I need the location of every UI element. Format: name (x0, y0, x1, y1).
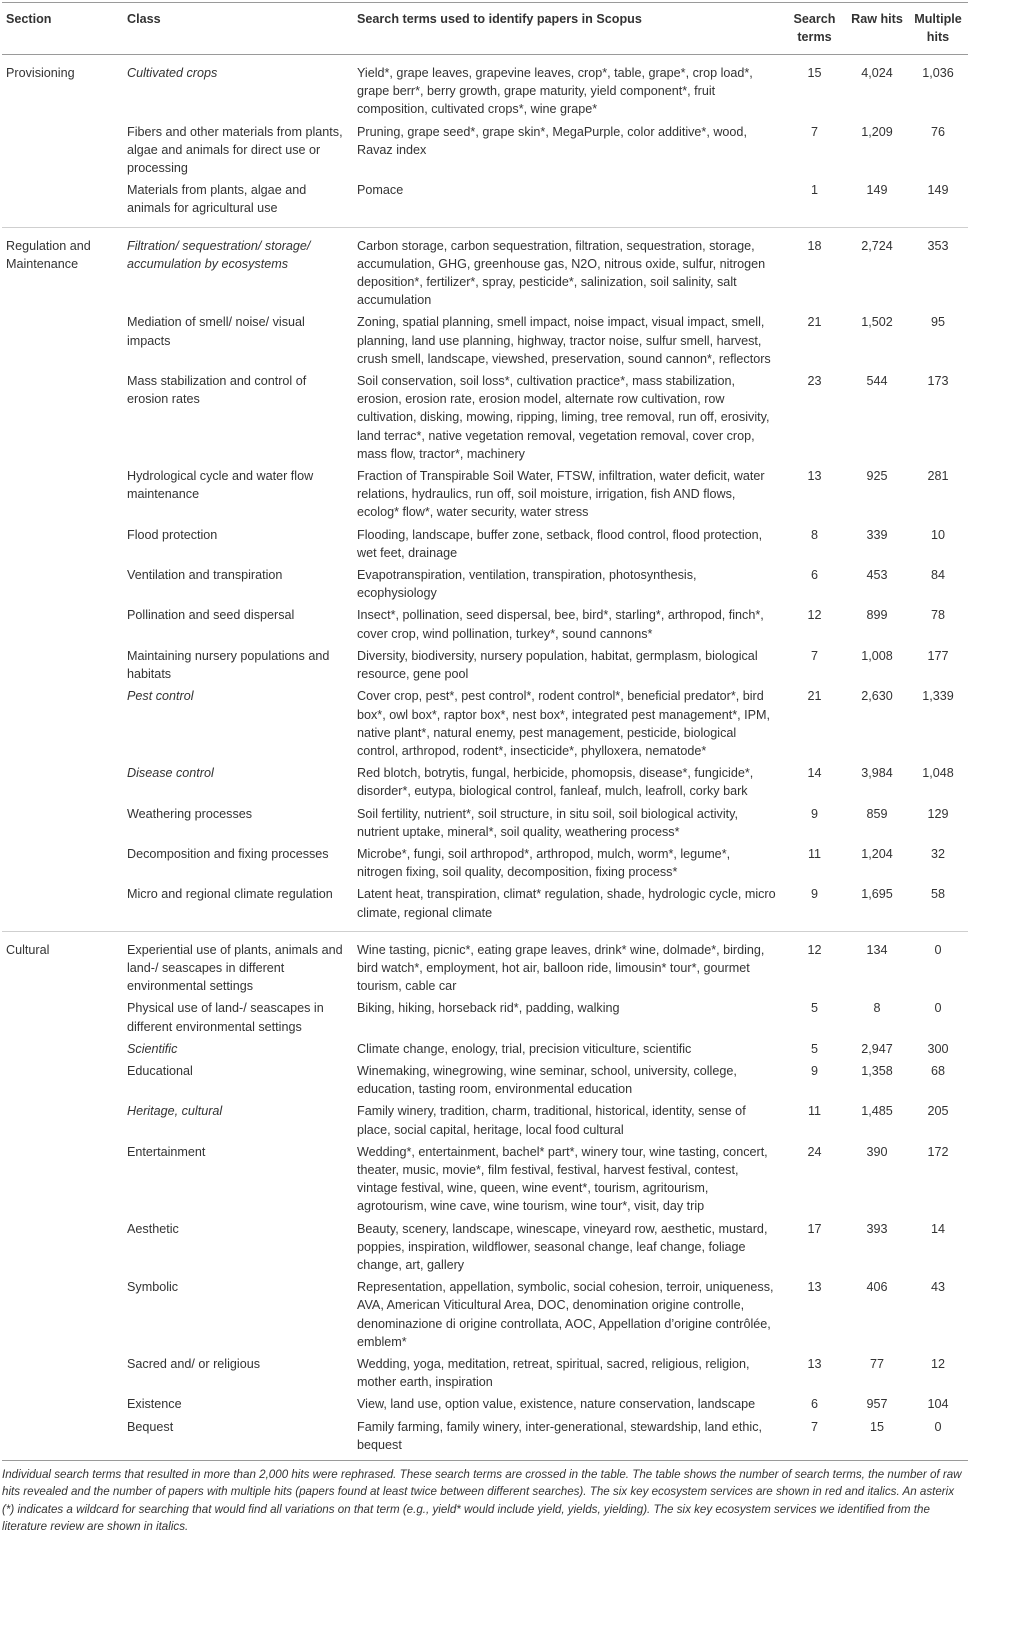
table-row (2, 1219, 968, 1278)
search-terms-cell: Microbe*, fungi, soil arthropod*, arthropod, mulch, worm*, legume*, nitrogen fixing, soil quality, decomposition, fixing process* (357, 846, 731, 880)
multiple-hits-cell: 149 (908, 180, 968, 227)
search-terms-count-cell: 7 (810, 648, 818, 663)
multiple-hits-cell: 172 (927, 1144, 949, 1159)
search-terms-count-cell: 14 (807, 766, 822, 781)
search-terms-cell: Fraction of Transpirable Soil Water, FTSW, infiltration, water deficit, water relations, hydraulics, run off, soil moisture, irrigation, fish AND flows, ecolog* flow*, water security, water stress (357, 469, 765, 520)
raw-hits-cell: 957 (866, 1397, 888, 1412)
class-cell: Sacred and/ or religious (127, 1357, 261, 1371)
header-section: Section (2, 3, 123, 55)
raw-hits-cell: 1,204 (861, 846, 893, 861)
search-terms-table (2, 2, 968, 1461)
raw-hits-cell: 859 (866, 806, 888, 821)
search-terms-count-cell: 6 (810, 1397, 818, 1412)
class-cell: Bequest (123, 1417, 353, 1461)
search-terms-cell: Pruning, grape seed*, grape skin*, MegaPurple, color additive*, wood, Ravaz index (357, 124, 747, 157)
class-cell: Entertainment (127, 1144, 206, 1159)
table-row (2, 1394, 968, 1416)
search-terms-cell: Wedding, yoga, meditation, retreat, spiritual, sacred, religious, religion, mother earth, inspiration (357, 1357, 750, 1390)
raw-hits-cell: 2,630 (861, 689, 893, 704)
class-cell: Scientific (127, 1041, 178, 1056)
multiple-hits-cell: 12 (930, 1357, 945, 1371)
multiple-hits-cell: 353 (927, 238, 949, 253)
search-terms-cell: Diversity, biodiversity, nursery population, habitat, germplasm, biological resource, gene pool (357, 648, 758, 682)
search-terms-count-cell: 7 (810, 124, 818, 139)
table-row (2, 1142, 968, 1219)
table-row (2, 180, 968, 227)
table-row (2, 686, 968, 763)
search-terms-count-cell: 12 (807, 942, 822, 957)
multiple-hits-cell: 78 (930, 608, 945, 623)
raw-hits-cell: 1,695 (846, 884, 908, 931)
table-row (2, 1417, 968, 1461)
table-row (2, 371, 968, 466)
class-cell: Symbolic (127, 1280, 179, 1295)
table-row (2, 1039, 968, 1061)
table-row (2, 763, 968, 803)
class-cell: Filtration/ sequestration/ storage/ accumulation by ecosystems (127, 238, 311, 271)
search-terms-count-cell: 13 (807, 469, 822, 484)
table-row (2, 646, 968, 686)
raw-hits-cell: 339 (866, 527, 888, 542)
header-search-terms-used: Search terms used to identify papers in Scopus (353, 3, 783, 55)
header-search-terms-count: Search terms (783, 3, 846, 55)
raw-hits-cell: 1,502 (861, 315, 893, 330)
search-terms-cell: Pomace (353, 180, 783, 227)
class-cell: Physical use of land-/ seascapes in different environmental settings (127, 1001, 324, 1034)
header-class: Class (123, 3, 353, 55)
section-cell (2, 466, 123, 525)
table-row (2, 122, 968, 181)
header-raw-hits: Raw hits (846, 3, 908, 55)
multiple-hits-cell: 0 (934, 1001, 942, 1016)
raw-hits-cell: 393 (866, 1221, 888, 1236)
raw-hits-cell: 1,209 (861, 124, 893, 139)
search-terms-count-cell: 17 (807, 1221, 822, 1236)
table-row (2, 844, 968, 884)
table-row (2, 1354, 968, 1394)
section-cell (2, 998, 123, 1038)
multiple-hits-cell: 14 (930, 1221, 945, 1236)
multiple-hits-cell: 1,339 (922, 689, 954, 704)
multiple-hits-cell: 177 (927, 648, 949, 663)
multiple-hits-cell: 10 (930, 527, 945, 542)
multiple-hits-cell: 43 (930, 1280, 945, 1295)
raw-hits-cell: 899 (866, 608, 888, 623)
section-cell: Regulation and Maintenance (6, 238, 91, 271)
search-terms-cell: Representation, appellation, symbolic, social cohesion, terroir, uniqueness, AVA, American Viticultural Area, DOC, denomination origine controlle, denominazione di origine controllata, AOC, Appellation d’origine contrôlée, emblem* (357, 1280, 774, 1349)
table-row (2, 1061, 968, 1101)
raw-hits-cell: 2,947 (861, 1041, 893, 1056)
table-body (2, 55, 968, 1461)
search-terms-count-cell: 1 (783, 180, 846, 227)
search-terms-count-cell: 21 (807, 689, 822, 704)
class-cell: Experiential use of plants, animals and land-/ seascapes in different environmental settings (127, 942, 343, 994)
section-cell: Cultural (6, 942, 50, 957)
section-cell (2, 1277, 123, 1354)
raw-hits-cell: 15 (846, 1417, 908, 1461)
class-cell: Ventilation and transpiration (127, 568, 283, 583)
multiple-hits-cell: 68 (930, 1063, 945, 1078)
raw-hits-cell: 3,984 (861, 766, 893, 781)
header-row (2, 3, 968, 55)
search-terms-cell: Biking, hiking, horseback rid*, padding, walking (357, 1001, 620, 1016)
raw-hits-cell: 1,358 (861, 1063, 893, 1078)
multiple-hits-cell: 32 (930, 846, 945, 861)
section-cell (2, 1039, 123, 1061)
multiple-hits-cell: 1,048 (922, 766, 954, 781)
table-row (2, 998, 968, 1038)
search-terms-count-cell: 24 (807, 1144, 822, 1159)
raw-hits-cell: 2,724 (861, 238, 893, 253)
multiple-hits-cell: 1,036 (922, 66, 954, 80)
multiple-hits-cell: 0 (934, 942, 942, 957)
table-row (2, 605, 968, 645)
section-cell (2, 122, 123, 181)
class-cell: Pollination and seed dispersal (127, 608, 295, 623)
search-terms-cell: Flooding, landscape, buffer zone, setback, flood control, flood protection, wet feet, drainage (357, 527, 763, 560)
multiple-hits-cell: 104 (927, 1397, 949, 1412)
search-terms-cell: Beauty, scenery, landscape, winescape, vineyard row, aesthetic, mustard, poppies, inspiration, wildflower, seasonal change, leaf change, foliage change, art, gallery (357, 1221, 768, 1272)
search-terms-count-cell: 23 (807, 374, 822, 389)
search-terms-count-cell: 21 (807, 315, 822, 330)
raw-hits-cell: 406 (866, 1280, 888, 1295)
table-row (2, 565, 968, 605)
search-terms-cell: Family farming, family winery, inter-generational, stewardship, land ethic, bequest (353, 1417, 783, 1461)
section-cell (2, 844, 123, 884)
raw-hits-cell: 149 (846, 180, 908, 227)
multiple-hits-cell: 0 (908, 1417, 968, 1461)
multiple-hits-cell: 205 (927, 1104, 949, 1119)
section-cell (2, 804, 123, 844)
multiple-hits-cell: 281 (927, 469, 949, 484)
section-cell (2, 646, 123, 686)
raw-hits-cell: 77 (869, 1357, 884, 1371)
section-cell (2, 1101, 123, 1141)
search-terms-count-cell: 5 (810, 1041, 818, 1056)
table-footnote: Individual search terms that resulted in more than 2,000 hits were rephrased. These search terms are crossed in the table. The table shows the number of search terms, the number of raw hits revealed and the number of papers with multiple hits (papers found at least twice between different searches). The six key ecosystem services are shown in red and italics. An asterix (*) indicates a wildcard for searching that would find all variations on that term (e.g., yield* would include yield, yields, yielding). The six key ecosystem services we identified from the literature review are shown in italics. (2, 1468, 962, 1533)
raw-hits-cell: 1,485 (861, 1104, 893, 1119)
search-terms-count-cell: 11 (807, 846, 822, 861)
search-terms-cell: Red blotch, botrytis, fungal, herbicide, phomopsis, disease*, fungicide*, disorder*, eutypa, biological control, fanleaf, mulch, leafroll, corky bark (357, 766, 754, 799)
class-cell: Educational (127, 1063, 193, 1078)
search-terms-cell: Cover crop, pest*, pest control*, rodent control*, beneficial predator*, bird box*, owl box*, raptor box*, nest box*, integrated pest management*, IPM, native plant*, natural enemy, pest management, pesticide, biological control, arthropod, rodent*, insecticide*, phylloxera, nematode* (357, 689, 771, 758)
class-cell: Materials from plants, algae and animals for agricultural use (123, 180, 353, 227)
search-terms-cell: Carbon storage, carbon sequestration, filtration, sequestration, storage, accumulation, GHG, greenhouse gas, N2O, nitrous oxide, sulfur, nitrogen deposition*, fertilizer*, spray, pesticide*, salinization, soil salinity, salt accumulation (357, 238, 766, 308)
class-cell: Flood protection (127, 527, 218, 542)
raw-hits-cell: 134 (866, 942, 888, 957)
table-row (2, 1101, 968, 1141)
class-cell: Mediation of smell/ noise/ visual impacts (127, 315, 305, 348)
class-cell: Aesthetic (127, 1221, 179, 1236)
multiple-hits-cell: 76 (930, 124, 945, 139)
search-terms-table-container (2, 0, 968, 1461)
search-terms-count-cell: 5 (810, 1001, 818, 1016)
class-cell: Disease control (127, 766, 214, 781)
table-row (2, 525, 968, 565)
table-row (2, 884, 968, 931)
class-cell: Existence (127, 1397, 182, 1412)
section-cell (2, 686, 123, 763)
multiple-hits-cell: 58 (908, 884, 968, 931)
search-terms-count-cell: 6 (810, 568, 818, 583)
section-cell (2, 1142, 123, 1219)
search-terms-count-cell: 18 (807, 238, 822, 253)
class-cell: Hydrological cycle and water flow maintenance (127, 469, 314, 502)
search-terms-cell: Latent heat, transpiration, climat* regulation, shade, hydrologic cycle, micro climate, regional climate (353, 884, 783, 931)
search-terms-cell: Insect*, pollination, seed dispersal, bee, bird*, starling*, arthropod, finch*, cover crop, wind pollination, turkey*, sound cannons* (357, 608, 764, 641)
table-row (2, 466, 968, 525)
class-cell: Fibers and other materials from plants, algae and animals for direct use or processing (127, 124, 343, 176)
search-terms-count-cell: 13 (807, 1280, 822, 1295)
multiple-hits-cell: 300 (927, 1041, 949, 1056)
search-terms-cell: Family winery, tradition, charm, traditional, historical, identity, sense of place, social capital, heritage, local food cultural (357, 1104, 746, 1137)
search-terms-count-cell: 9 (810, 806, 818, 821)
raw-hits-cell: 1,008 (861, 648, 893, 663)
raw-hits-cell: 390 (866, 1144, 888, 1159)
search-terms-cell: View, land use, option value, existence, nature conservation, landscape (357, 1397, 756, 1412)
multiple-hits-cell: 84 (930, 568, 945, 583)
raw-hits-cell: 8 (873, 1001, 881, 1016)
class-cell: Mass stabilization and control of erosion rates (127, 374, 307, 407)
table-row (2, 804, 968, 844)
search-terms-count-cell: 11 (807, 1104, 822, 1119)
table-row (2, 1277, 968, 1354)
multiple-hits-cell: 95 (930, 315, 945, 330)
class-cell: Decomposition and fixing processes (127, 846, 329, 861)
search-terms-count-cell: 13 (807, 1357, 822, 1371)
section-cell (2, 565, 123, 605)
header-multiple-hits: Multiple hits (908, 3, 968, 55)
raw-hits-cell: 544 (866, 374, 888, 389)
multiple-hits-cell: 129 (927, 806, 949, 821)
section-cell (2, 1219, 123, 1278)
multiple-hits-cell: 173 (927, 374, 949, 389)
raw-hits-cell: 4,024 (861, 66, 893, 80)
search-terms-cell: Soil conservation, soil loss*, cultivation practice*, mass stabilization, erosion, erosion rate, erosion model, alternate row cultivation, row cultivation, disking, mowing, ripping, liming, tree removal, run off, erosivity, land terrac*, native vegetation removal, vegetation removal, cover crop, mass flow, tractor*, machinery (357, 374, 770, 461)
section-cell (2, 371, 123, 466)
table-row (2, 227, 968, 312)
class-cell: Pest control (127, 689, 194, 704)
section-cell (2, 1061, 123, 1101)
search-terms-cell: Soil fertility, nutrient*, soil structure, in situ soil, soil biological activity, nutrient uptake, mineral*, soil quality, weathering process* (357, 806, 738, 839)
section-cell (2, 884, 123, 931)
class-cell: Weathering processes (127, 806, 253, 821)
raw-hits-cell: 925 (866, 469, 888, 484)
search-terms-cell: Wedding*, entertainment, bachel* part*, winery tour, wine tasting, concert, theater, music, movie*, film festival, festival, harvest festival, contest, vintage festival, wine, queen, wine event*, tourism, agritourism, agrotourism, wine cave, wine tourism, wine tour*, visit, day trip (357, 1144, 768, 1214)
search-terms-cell: Evapotranspiration, ventilation, transpiration, photosynthesis, ecophysiology (357, 568, 697, 601)
section-cell (2, 525, 123, 565)
table-row (2, 931, 968, 998)
section-cell (2, 1394, 123, 1416)
section-cell (2, 1354, 123, 1394)
table-row (2, 312, 968, 371)
search-terms-cell: Zoning, spatial planning, smell impact, noise impact, visual impact, smell, planning, land use planning, highway, tractor noise, sulfur smell, harvest, crush smell, landscape, viewshed, preservation, sound cannon*, reflectors (357, 315, 771, 366)
search-terms-count-cell: 15 (807, 66, 822, 80)
raw-hits-cell: 453 (866, 568, 888, 583)
section-cell (2, 312, 123, 371)
section-cell (2, 605, 123, 645)
search-terms-cell: Winemaking, winegrowing, wine seminar, school, university, college, education, tasting room, environmental education (357, 1063, 737, 1097)
table-row (2, 55, 968, 122)
search-terms-cell: Climate change, enology, trial, precision viticulture, scientific (357, 1041, 692, 1056)
class-cell: Maintaining nursery populations and habitats (127, 648, 330, 682)
class-cell: Micro and regional climate regulation (123, 884, 353, 931)
search-terms-cell: Yield*, grape leaves, grapevine leaves, crop*, table, grape*, crop load*, grape berr*, berry growth, grape maturity, yield component*, fruit composition, cultivated crops*, wine grape* (357, 66, 753, 117)
search-terms-count-cell: 7 (783, 1417, 846, 1461)
search-terms-count-cell: 9 (783, 884, 846, 931)
search-terms-cell: Wine tasting, picnic*, eating grape leaves, drink* wine, dolmade*, birding, bird watch*, employment, hot air, balloon ride, limousin* tour*, gourmet tourism, cable car (357, 942, 765, 994)
section-cell (2, 1417, 123, 1461)
section-cell (2, 763, 123, 803)
section-cell (2, 180, 123, 227)
search-terms-count-cell: 12 (807, 608, 822, 623)
section-cell: Provisioning (6, 66, 75, 80)
class-cell: Heritage, cultural (127, 1104, 223, 1119)
class-cell: Cultivated crops (127, 66, 218, 80)
search-terms-count-cell: 8 (810, 527, 818, 542)
search-terms-count-cell: 9 (810, 1063, 818, 1078)
